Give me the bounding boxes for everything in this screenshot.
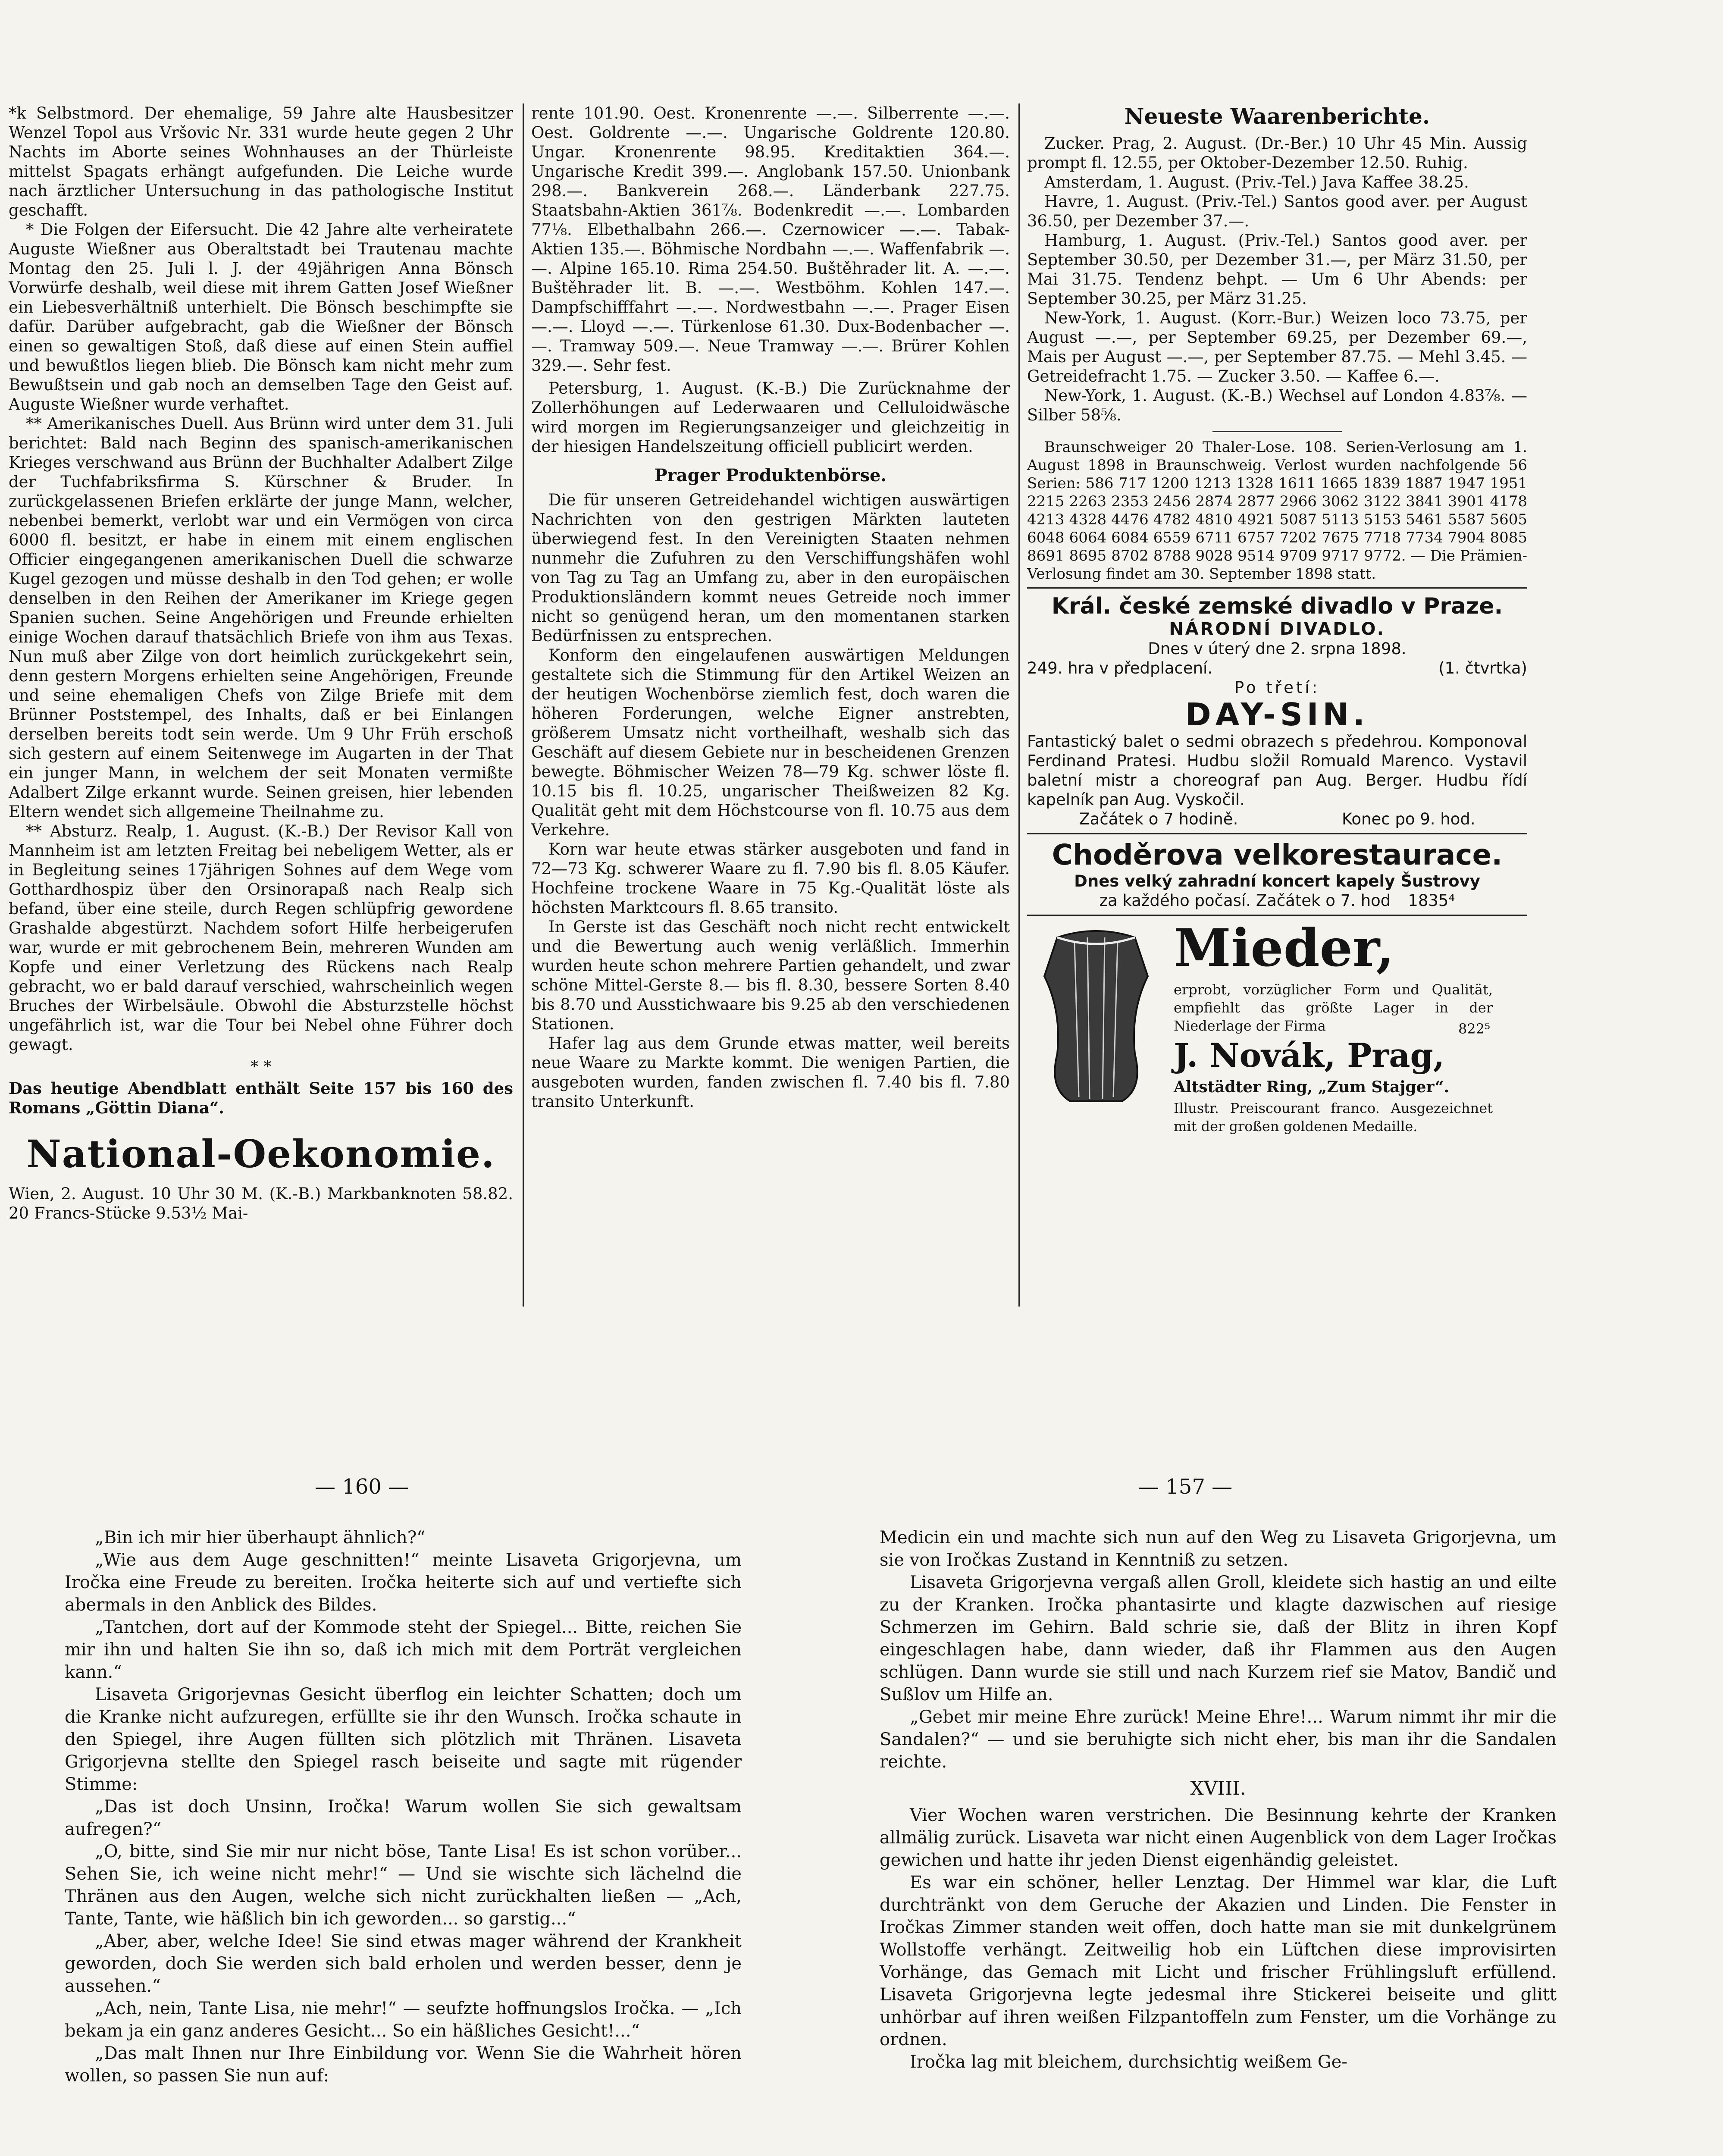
section-title-national-oekonomie: National-Oekonomie. [26, 1131, 495, 1176]
restaurant-ad-title: Choděrova velkorestaurace. [1052, 838, 1503, 871]
news-column-3 [1027, 103, 1527, 1162]
corset-ad-number: 822⁵ [1458, 1021, 1490, 1037]
commodity-reports-heading: Neueste Waarenberichte. [1124, 103, 1430, 129]
novel-paragraph: Lisaveta Grigorjevna vergaß allen Groll, kleidete sich hastig an und eilte zu der Kranken. Iročka phantasirte und klagte dazwischen auf riesige Schmerzen im Gehirn. Bald schrie sie, daß der Blitz in ihren Kopf eingeschlagen habe, dann wieder, daß ihr Flammen aus den Augen schlügen. Dann wurde sie still und nach Kurzem rief sie Matov, Bandič und Sußlov um Hilfe an. [880, 1573, 1557, 1705]
novel-paragraph: Lisaveta Grigorjevnas Gesicht überflog ein leichter Schatten; doch um die Kranke nicht aufzuregen, erfüllte sie ihr den Wunsch. Iročka schaute in den Spiegel, ihre Augen füllten sich plötzlich mit Thränen. Lisaveta Grigorjevna stellte den Spiegel rasch beiseite und sagte mit rügender Stimme: [65, 1685, 742, 1794]
corset-ad-text: erprobt, vorzüglicher Form und Qualität, empfiehlt das größte Lager in der Niederlage der Firma [1174, 981, 1493, 1034]
novel-paragraph: „Aber, aber, welche Idee! Sie sind etwas mager während der Krankheit geworden, doch Sie werden sich bald erholen und werden besser, denn je aussehen.“ [65, 1931, 742, 1996]
restaurant-ad-row [1027, 891, 1527, 910]
article-eifersucht: * Die Folgen der Eifersucht. Die 42 Jahre alte verheiratete Auguste Wießner aus Oberaltstadt bei Trautenau machte Montag den 25. Juli l. J. der 49jährigen Anna Bönsch Vorwürfe deshalb, weil diese mit ihrem Gatten Josef Wießner ein Liebesverhältniß unterhielt. Die Bönsch beschimpfte sie dafür. Darüber aufgebracht, gab die Wießner der Bönsch einen so gewaltigen Stoß, daß diese auf einen Stein auffiel und bewußtlos liegen blieb. Die Bönsch kam nicht mehr zum Bewußtsein und gab noch an demselben Tage den Geist auf. Auguste Wießner wurde verhaftet. [9, 220, 513, 414]
novel-paragraph: Iročka lag mit bleichem, durchsichtig weißem Ge- [910, 2052, 1347, 2072]
page-number-right: — 157 — [1138, 1475, 1233, 1499]
news-column-2 [531, 103, 1010, 1111]
divider-short [1212, 431, 1342, 432]
hamburg-report: Hamburg, 1. August. (Priv.-Tel.) Santos good aver. per September 30.50, per Dezember 31.—, per März 31.50, per Mai 31.75. Tendenz behpt. — Um 6 Uhr Abends: per September 30.25, per März 31.25. [1027, 231, 1527, 308]
theatre-ad-row [1027, 658, 1527, 678]
stars-divider: * * [250, 1057, 272, 1076]
theatre-ad-date: Dnes v úterý dne 2. srpna 1898. [1148, 639, 1407, 658]
havre-report: Havre, 1. August. (Priv.-Tel.) Santos good aver. per August 36.50, per Dezember 37.—. [1027, 192, 1527, 230]
theatre-ad-end: Konec po 9. hod. [1341, 810, 1476, 828]
restaurant-ad-subtitle: Dnes velký zahradní koncert kapely Šustrovy [1074, 872, 1480, 890]
abendblatt-note: Das heutige Abendblatt enthält Seite 157 bis 160 des Romans „Göttin Diana“. [9, 1079, 513, 1117]
chapter-heading: XVIII. [1190, 1777, 1246, 1799]
theatre-ad-quarter: (1. čtvrtka) [1438, 659, 1527, 677]
novel-paragraph: „O, bitte, sind Sie mir nur nicht böse, Tante Lisa! Es ist schon vorüber... Sehen Sie, ich weine nicht mehr!“ — Und sie wischte sich lächelnd die Thränen aus den Augen, welche sich nicht zurückhalten ließen — „Ach, Tante, Tante, wie häßlich bin ich geworden... so garstig...“ [65, 1842, 742, 1929]
article-selbstmord: *k Selbstmord. Der ehemalige, 59 Jahre alte Hausbesitzer Wenzel Topol aus Vršovic Nr. 331 wurde heute gegen 2 Uhr Nachts im Aborte seines Wohnhauses an der Thürleiste mittelst Spagats erhängt aufgefunden. Die Leiche wurde nach ärztlicher Untersuchung in das pathologische Institut geschafft. [9, 104, 513, 219]
novel-page-157 [880, 1526, 1557, 2073]
novel-paragraph: Medicin ein und machte sich nun auf den Weg zu Lisaveta Grigorjevna, um sie von Iročkas Zustand in Kenntniß zu setzen. [880, 1528, 1557, 1570]
novel-paragraph: „Tantchen, dort auf der Kommode steht der Spiegel... Bitte, reichen Sie mir ihn und halten Sie ihn so, daß ich mich mit dem Porträt vergleichen kann.“ [65, 1617, 742, 1682]
produce-paragraph-gerste: In Gerste ist das Geschäft noch nicht recht entwickelt und die Bewertung auch wenig verläßlich. Immerhin wurden heute schon mehrere Partien gehandelt, und zwar schöne Mittel-Gerste 8.— bis fl. 8.30, bessere Sorten 8.40 bis 8.70 und Ausstichwaare bis 9.25 ab den verschiedenen Stationen. [531, 918, 1010, 1033]
corset-ad [1027, 920, 1527, 1162]
ad-divider-1 [1027, 587, 1527, 589]
theatre-ad-description: Fantastický balet o sedmi obrazech s předehrou. Komponoval Ferdinand Pratesi. Hudbu složil Romuald Marenco. Vystavil baletní mistr a choreograf pan Aug. Berger. Hudbu řídí kapelník pan Aug. Vyskočil. [1027, 732, 1527, 809]
novel-paragraph: „Wie aus dem Auge geschnitten!“ meinte Lisaveta Grigorjevna, um Iročka eine Freude zu bereiten. Iročka heiterte sich auf und vertiefte sich abermals in den Anblick des Bildes. [65, 1550, 742, 1615]
article-absturz: ** Absturz. Realp, 1. August. (K.-B.) Der Revisor Kall von Mannheim ist am letzten Freitag bei nebeligem Wetter, als er in Begleitung seines 17jährigen Sohnes auf dem Wege vom Gotthardhospiz über den Orsinorapaß nach Realp sich befand, über eine steile, durch Regen schlüpfrig gewordene Grashalde abgestürzt. Nachdem sofort Hilfe herbeigerufen war, wurde er mit gebrochenem Bein, mehreren Wunden am Kopfe und einer Verletzung des Rückens nach Realp gebracht, wo er bald darauf verschied, wahrscheinlich wegen Bruches der Wirbelsäule. Obwohl die Absturzstelle höchst ungefährlich ist, war die Tour bei Nebel ohne Führer doch gewagt. [9, 822, 513, 1054]
ad-divider-3 [1027, 915, 1527, 916]
novel-paragraph: „Das malt Ihnen nur Ihre Einbildung vor. Wenn Sie die Wahrheit hören wollen, so passen Sie nun auf: [65, 2043, 742, 2086]
novel-page-160 [65, 1526, 742, 2087]
novel-paragraph: „Ach, nein, Tante Lisa, nie mehr!“ — seufzte hoffnungslos Iročka. — „Ich bekam ja ein ganz anderes Gesicht... So ein häßliches Gesicht!...“ [65, 1999, 742, 2041]
prague-produce-exchange-heading: Prager Produktenbörse. [654, 465, 887, 486]
theatre-ad-subtitle: NÁRODNÍ DIVADLO. [1169, 619, 1385, 639]
theatre-ad-show-title: DAY-SIN. [1185, 696, 1369, 733]
produce-paragraph-1: Die für unseren Getreidehandel wichtigen auswärtigen Nachrichten von den gestrigen Märkten lauteten überwiegend fest. In den Vereinigten Staaten nehmen nunmehr die Zufuhren zu den Verschiffungshäfen wohl von Tag zu Tag an Umfang zu, aber in den europäischen Produktionsländern kommt neues Getreide noch immer nicht so genügend heran, um den momentanen starken Bedürfnissen zu entsprechen. [531, 491, 1010, 645]
zucker-report: Zucker. Prag, 2. August. (Dr.-Ber.) 10 Uhr 45 Min. Aussig prompt fl. 12.55, per Oktober-Dezember 12.50. Ruhig. [1027, 134, 1527, 172]
produce-paragraph-korn: Korn war heute etwas stärker ausgeboten und fand in 72—73 Kg. schwerer Waare zu fl. 7.90 bis fl. 8.05 Käufer. Hochfeine trockene Waare in 75 Kg.-Qualität löste als höchsten Marktcours fl. 8.65 transito. [531, 840, 1010, 917]
vienna-stocks: rente 101.90. Oest. Kronenrente —.—. Silberrente —.—. Oest. Goldrente —.—. Ungarische Goldrente 120.80. Ungar. Kronenrente 98.95. Kreditaktien 364.—. Ungarische Kredit 399.—. Anglobank 157.50. Unionbank 298.—. Bankverein 268.—. Länderbank 227.75. Staatsbahn-Aktien 361⅞. Bodenkredit —.—. Lombarden 77⅛. Elbethalbahn 266.—. Czernowicer —.—. Tabak-Aktien 135.—. Böhmische Nordbahn —.—. Waffenfabrik —.—. Alpine 165.10. Rima 254.50. Buštěhrader lit. A. —.—. Buštěhrader lit. B. —.—. Westböhm. Kohlen 147.—. Dampfschifffahrt —.—. Nordwestbahn —.—. Prager Eisen —.—. Lloyd —.—. Türkenlose 61.30. Dux-Bodenbacher —.—. Tramway 509.—. Neue Tramway —.—. Brürer Kohlen 329.—. Sehr fest. [531, 104, 1010, 375]
page-number-left: — 160 — [315, 1475, 409, 1499]
produce-paragraph-weizen: Konform den eingelaufenen auswärtigen Meldungen gestaltete sich die Stimmung für den Artikel Weizen an der heutigen Wochenbörse ziemlich fest, doch waren die höheren Forderungen, welche Eigner anstrebten, größerem Umsatz nicht vortheilhaft, weshalb sich das Geschäft auf diesem Gebiete nur in bescheidenen Grenzen bewegte. Böhmischer Weizen 78—79 Kg. schwer löste fl. 10.15 bis fl. 10.25, ungarischer Theißweizen 82 Kg. Qualität geht mit dem Höchstcourse von fl. 10.75 aus dem Verkehre. [531, 646, 1010, 839]
news-column-1 [9, 103, 513, 1223]
theatre-ad-title: Král. české zemské divadlo v Praze. [1051, 593, 1503, 619]
corset-ad-footer: Illustr. Preiscourant franco. Ausgezeichnet mit der großen goldenen Medaille. [1174, 1100, 1493, 1134]
restaurant-ad-number: 1835⁴ [1408, 891, 1455, 910]
theatre-ad-times [1027, 809, 1527, 829]
restaurant-ad-time: za každého počasí. Začátek o 7. hod [1099, 891, 1391, 910]
theatre-ad [1027, 593, 1527, 829]
novel-paragraph: Vier Wochen waren verstrichen. Die Besinnung kehrte der Kranken allmälig zurück. Lisaveta war nicht einen Augenblick von dem Lager Iročkas gewichen und hatte ihr jeden Dienst eigenhändig geleistet. [880, 1805, 1557, 1870]
newyork-report-2: New-York, 1. August. (K.-B.) Wechsel auf London 4.83⅞. — Silber 58⅝. [1027, 386, 1527, 424]
article-duell: ** Amerikanisches Duell. Aus Brünn wird unter dem 31. Juli berichtet: Bald nach Beginn des spanisch-amerikanischen Krieges verschwand aus Brünn der Buchhalter Adalbert Zilge der Tuchfabriksfirma S. Kürschner & Bruder. In zurückgelassenen Briefen erklärte der junge Mann, welcher, nebenbei bemerkt, verlobt war und ein Vermögen von circa 6000 fl. besitzt, er habe in einem mit einem englischen Officier eingegangenen amerikanischen Duell die schwarze Kugel gezogen und müsse deshalb in den Tod gehen; er wolle denselben in den Reihen der Amerikaner im Kriege gegen Spanien suchen. Seine Angehörigen und Freunde erhielten einige Wochen darauf thatsächlich Briefe von ihm aus Texas. Nun muß aber Zilge von dort heimlich zurückgekehrt sein, denn gestern Morgens erhielten seine Angehörigen, Freunde und seine ehemaligen Chefs von Zilge Briefe mit dem Brünner Poststempel, des Inhalts, daß er bei Einlangen derselben bereits todt sein werde. Um 9 Uhr Früh erschoß sich gestern auf einem Seitenwege im Augarten in der That ein junger Mann, in welchem der seit Monaten vermißte Adalbert Zilge erkannt wurde. Seinen greisen, hier lebenden Eltern wendet sich allgemeine Theilnahme zu. [9, 414, 513, 821]
novel-paragraph: „Gebet mir meine Ehre zurück! Meine Ehre!... Warum nimmt ihr mir die Sandalen?“ — und sie beruhigte sich nicht eher, bis man ihr die Sandalen reichte. [880, 1707, 1557, 1772]
wien-market-report: Wien, 2. August. 10 Uhr 30 M. (K.-B.) Markbanknoten 58.82. 20 Francs-Stücke 9.53½ Mai- [9, 1185, 513, 1222]
column-rule-1 [523, 103, 524, 1307]
corset-ad-firm: J. Novák, Prag, [1174, 1036, 1445, 1075]
novel-paragraph: „Bin ich mir hier überhaupt ähnlich?“ [95, 1528, 426, 1548]
theatre-ad-start: Začátek o 7 hodině. [1079, 810, 1238, 828]
petersburg-report: Petersburg, 1. August. (K.-B.) Die Zurücknahme der Zollerhöhungen auf Lederwaaren und Celluloidwäsche wird morgen im Regierungsanzeiger und gleichzeitig in der hiesigen Handelszeitung officiell publicirt werden. [531, 379, 1010, 456]
novel-paragraph: „Das ist doch Unsinn, Iročka! Warum wollen Sie sich gewaltsam aufregen?“ [65, 1797, 742, 1839]
column-rule-2 [1018, 103, 1020, 1307]
corset-ad-title: Mieder, [1174, 918, 1394, 978]
corset-illustration [1031, 924, 1161, 1110]
theatre-ad-performance: 249. hra v předplacení. [1027, 659, 1213, 677]
ad-divider-2 [1027, 833, 1527, 834]
theatre-ad-third: Po třetí: [1234, 678, 1320, 697]
braunschweig-lottery: Braunschweiger 20 Thaler-Lose. 108. Serien-Verlosung am 1. August 1898 in Braunschweig. Verlost wurden nachfolgende 56 Serien: 586 717 1200 1213 1328 1611 1665 1839 1887 1947 1951 2215 2263 2353 2456 2874 2877 2966 3062 3122 3841 3901 4178 4213 4328 4476 4782 4810 4921 5087 5113 5153 5461 5587 5605 6048 6064 6084 6559 6711 6757 7202 7675 7718 7734 7904 8085 8691 8695 8702 8788 9028 9514 9709 9717 9772. — Die Prämien-Verlosung findet am 30. September 1898 statt. [1027, 439, 1527, 583]
restaurant-ad [1027, 839, 1527, 910]
amsterdam-report: Amsterdam, 1. August. (Priv.-Tel.) Java Kaffee 38.25. [1044, 173, 1469, 191]
novel-paragraph: Es war ein schöner, heller Lenztag. Der Himmel war klar, die Luft durchtränkt von dem Geruche der Akazien und Linden. Die Fenster in Iročkas Zimmer standen weit offen, doch hatte man sie mit dunkelgrünem Wollstoffe verhängt. Zeitweilig hob ein Lüftchen diese improvisirten Vorhänge, das Gemach mit Licht und frischer Frühlingsluft erfüllend. Lisaveta Grigorjevna legte jedesmal ihre Stickerei beiseite und glitt unhörbar auf ihren weißen Filzpantoffeln zum Fenster, um die Vorhänge zu ordnen. [880, 1873, 1557, 2049]
produce-paragraph-hafer: Hafer lag aus dem Grunde etwas matter, weil bereits neue Waare zu Markte kommt. Die wenigen Partien, die ausgeboten wurden, fanden zwischen fl. 7.40 bis fl. 7.80 transito Unterkunft. [531, 1034, 1010, 1111]
newyork-report-1: New-York, 1. August. (Korr.-Bur.) Weizen loco 73.75, per August —.—, per September 69.25, per Dezember 69.—, Mais per August —.—, per September 87.75. — Mehl 3.45. — Getreidefracht 1.75. — Zucker 3.50. — Kaffee 6.—. [1027, 309, 1527, 385]
corset-ad-address: Altstädter Ring, „Zum Stajger“. [1174, 1078, 1450, 1096]
